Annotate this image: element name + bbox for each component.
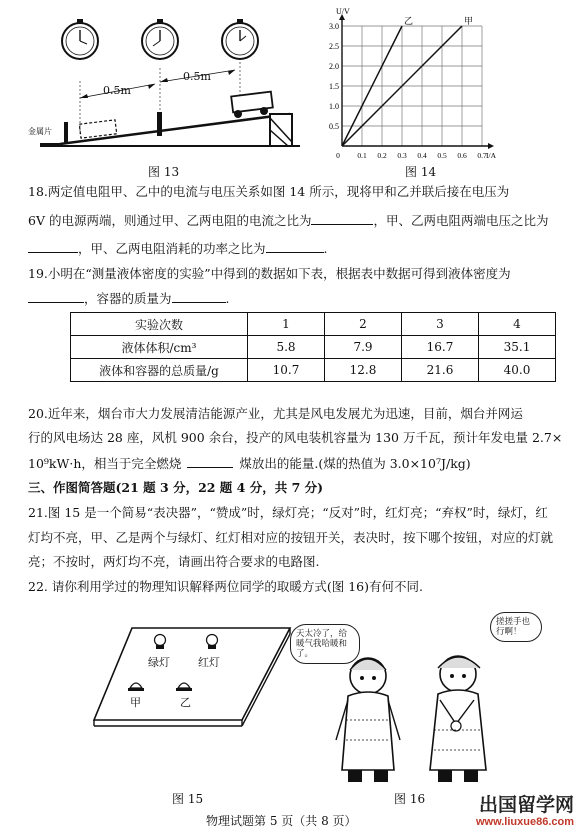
q21-line2: 灯均不亮，甲、乙是两个与绿灯、红灯相对应的按钮开关，表决时，按下哪个按钮，对应的灯就	[28, 530, 554, 545]
table-cell: 21.6	[402, 359, 479, 382]
figure-caption: 图 13	[148, 165, 180, 179]
figure-caption: 图 16	[394, 792, 426, 806]
question-22: 22. 请你利用学过的物理知识解释两位同学的取暖方式(图 16)有何不同.	[28, 579, 423, 594]
y-tick-label: 2.5	[329, 42, 339, 51]
distance-label: 0.5m	[103, 84, 131, 97]
distance-label: 0.5m	[183, 70, 211, 83]
table-cell: 35.1	[479, 336, 556, 359]
y-axis-label: U/V	[336, 8, 350, 16]
table-cell: 7.9	[325, 336, 402, 359]
q19-line2b: .	[225, 291, 230, 306]
student-figure	[430, 656, 486, 782]
answer-blank[interactable]	[187, 455, 233, 468]
table-cell: 10.7	[248, 359, 325, 382]
iu-chart	[318, 8, 498, 168]
q20-line3b: 煤放出的能量.(煤的热值为 3.0×10⁷J/kg)	[239, 456, 471, 471]
bulb-icon	[207, 635, 218, 650]
q20-line1: 20.近年来，烟台市大力发展清洁能源产业，尤其是风电发展尤为迅速，目前，烟台并网运	[28, 406, 523, 421]
voting-board	[92, 620, 292, 730]
table-cell: 液体体积/cm³	[71, 336, 248, 359]
answer-blank[interactable]	[266, 240, 324, 253]
q21-line1: 21.图 15 是一个简易“表决器”，“赞成”时，绿灯亮；“反对”时，红灯亮；“弃权”时，绿灯，红	[28, 505, 548, 520]
table-cell: 液体和容器的总质量/g	[71, 359, 248, 382]
series-label: 甲	[464, 17, 474, 27]
metal-plate-label: 金属片	[28, 127, 52, 136]
answer-blank[interactable]	[28, 290, 84, 303]
x-tick-label: 0.4	[417, 151, 427, 160]
series-label: 乙	[404, 17, 414, 27]
table-row	[71, 359, 556, 382]
answer-blank[interactable]	[28, 240, 78, 253]
q18-line3a: ，甲、乙两电阻消耗的功率之比为	[78, 241, 266, 256]
y-tick-label: 0.5	[329, 122, 339, 131]
q18-line1: 18.两定值电阻甲、乙中的电流与电压关系如图 14 所示，现将甲和乙并联后接在电压为	[28, 184, 510, 199]
y-tick-label: 2.0	[329, 62, 339, 71]
figure-caption: 图 15	[172, 792, 204, 806]
y-tick-label: 1.0	[329, 102, 339, 111]
y-tick-label: 1.5	[329, 82, 339, 91]
figure-caption: 图 14	[405, 165, 437, 179]
x-tick-label: 0.2	[377, 151, 387, 160]
x-tick-label: 0.7	[477, 151, 487, 160]
watermark-title: 出国留学网	[478, 795, 574, 816]
q20-line2: 行的风电场达 28 座，风机 900 余台，投产的风电装机容量为 130 万千瓦，预计年发电量 2.7×	[28, 430, 563, 445]
green-light-label: 绿灯	[148, 656, 170, 669]
table-cell: 40.0	[479, 359, 556, 382]
table-header: 4	[479, 313, 556, 336]
y-tick-label: 3.0	[329, 22, 339, 31]
page-footer: 物理试题第 5 页（共 8 页）	[206, 814, 357, 828]
table-cell: 12.8	[325, 359, 402, 382]
watermark	[476, 796, 574, 828]
incline-diagram	[20, 6, 310, 156]
x-tick-label: 0.5	[437, 151, 447, 160]
answer-blank[interactable]	[311, 212, 373, 225]
table-header: 3	[402, 313, 479, 336]
button-yi-label: 乙	[180, 696, 191, 709]
table-header: 2	[325, 313, 402, 336]
q18-line2b: ，甲、乙两电阻两端电压之比为	[373, 213, 549, 228]
x-axis-label: I/A	[486, 151, 496, 160]
stopwatch-icon	[62, 19, 98, 59]
table-header: 1	[248, 313, 325, 336]
x-tick-label: 0.3	[397, 151, 407, 160]
watermark-url: www.liuxue86.com	[475, 816, 574, 828]
section-heading: 三、作图简答题(21 题 3 分，22 题 4 分，共 7 分)	[28, 480, 324, 495]
x-tick-label: 0.6	[457, 151, 467, 160]
q18-line2a: 6V 的电源两端，则通过甲、乙两电阻的电流之比为	[28, 213, 312, 228]
students-illustration	[318, 640, 518, 790]
bulb-icon	[155, 635, 166, 650]
q18-line3b: .	[323, 241, 328, 256]
stopwatch-icon	[222, 19, 258, 59]
q19-line1: 19.小明在“测量液体密度的实验”中得到的数据如下表，根据表中数据可得到液体密度为	[28, 266, 511, 281]
answer-blank[interactable]	[172, 290, 226, 303]
speech-bubble: 天太冷了，给暖气我哈暖和了。	[290, 624, 360, 664]
button-jia-label: 甲	[130, 696, 141, 709]
speech-bubble: 搓搓手也行啊！	[490, 612, 542, 642]
stopwatch-icon	[142, 19, 178, 59]
table-cell: 5.8	[248, 336, 325, 359]
table-row	[71, 336, 556, 359]
data-table	[70, 312, 556, 382]
table-header-row	[71, 313, 556, 336]
x-tick-label: 0.1	[357, 151, 367, 160]
student-figure	[336, 658, 400, 782]
q21-line3: 亮；不按时，两灯均不亮，请画出符合要求的电路图.	[28, 554, 320, 569]
q19-line2a: ，容器的质量为	[84, 291, 172, 306]
x-tick-label: 0	[336, 151, 340, 160]
q20-line3a: 10⁹kW·h，相当于完全燃烧	[28, 456, 182, 471]
x-axis-arrow	[488, 143, 494, 149]
table-cell: 16.7	[402, 336, 479, 359]
red-light-label: 红灯	[198, 656, 220, 669]
table-header: 实验次数	[71, 313, 248, 336]
